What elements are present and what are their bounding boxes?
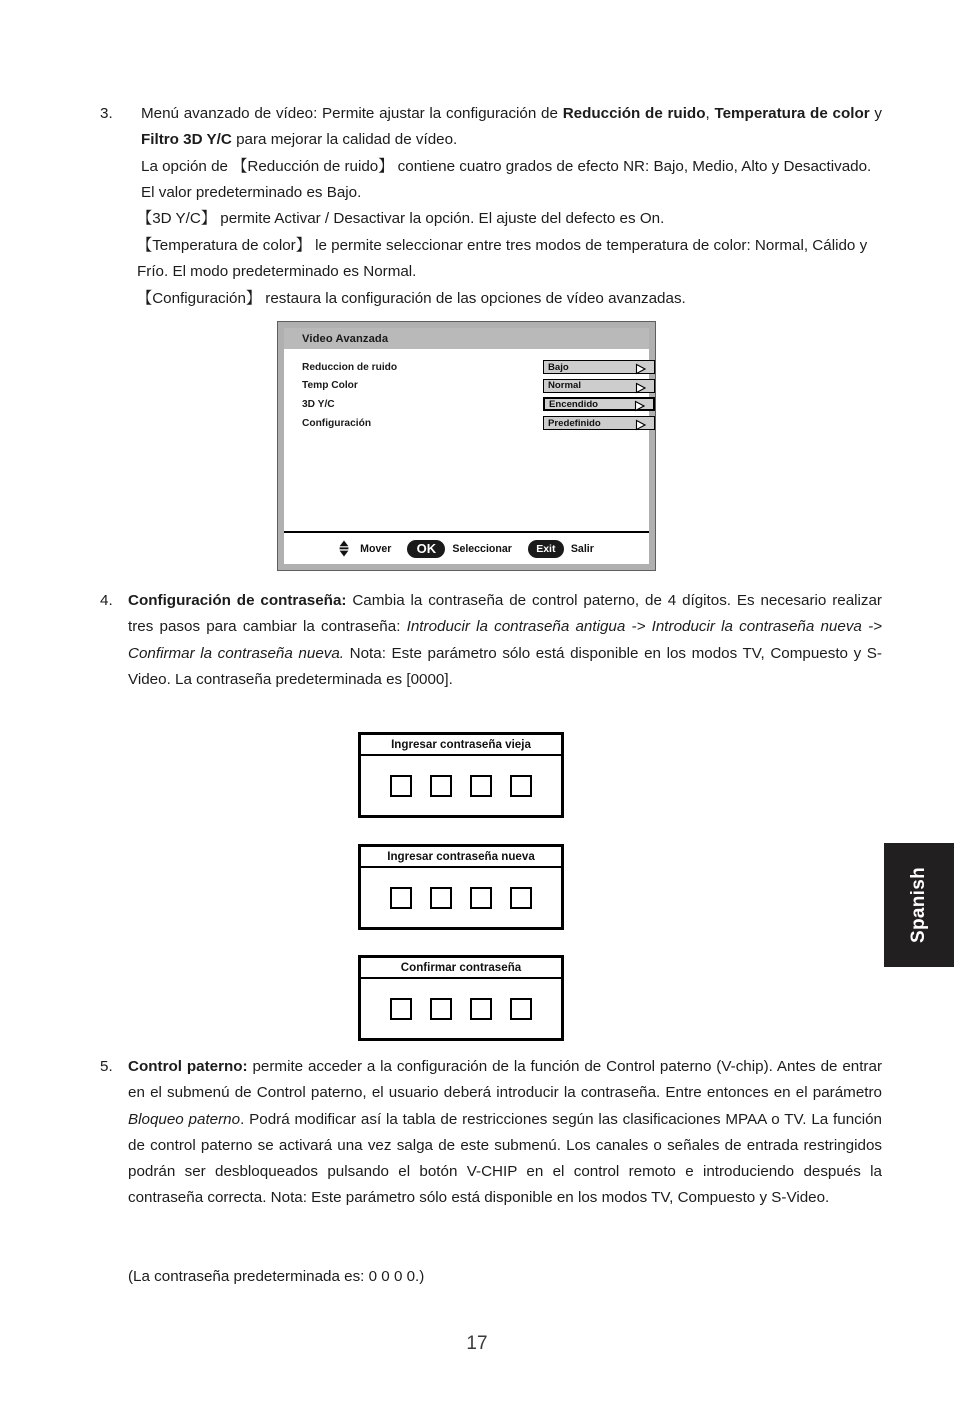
password-digit-cell[interactable] bbox=[510, 887, 532, 909]
paragraph-item-3-line-5: 【Configuración】 restaura la configuración de las opciones de vídeo avanzadas. bbox=[137, 290, 686, 307]
osd-row-label: 3D Y/C bbox=[302, 398, 335, 410]
list-number-3: 3. bbox=[100, 105, 113, 122]
osd-panel bbox=[284, 328, 649, 564]
item5-text-a: permite acceder a la configuración de la función de Control paterno (V-chip). Antes de entrar en el submenú de Control paterno, el usuario deberá introducir la contraseña. Entre entonces en el parámetro bbox=[128, 1058, 882, 1102]
paragraph-item-3-line-2: La opción de 【Reducción de ruido】 contiene cuatro grados de efecto NR: Bajo, Medio, Alto y Desactivado. El valor predeterminado es Bajo. bbox=[141, 158, 872, 202]
item3-sep-2: y bbox=[869, 105, 882, 122]
password-digit-cell[interactable] bbox=[390, 775, 412, 797]
triangle-right-icon bbox=[634, 399, 645, 410]
osd-value-text: Bajo bbox=[548, 361, 569, 373]
page-number: 17 bbox=[466, 1333, 488, 1354]
osd-value-text: Predefinido bbox=[548, 417, 601, 429]
side-tab-language bbox=[884, 843, 954, 967]
paragraph-item-5-last-line: (La contraseña predeterminada es: 0 0 0 0.) bbox=[128, 1268, 425, 1285]
item3-bold-reduccion-de-ruido: Reducción de ruido bbox=[562, 105, 706, 122]
osd-row-reduccion-de-ruido[interactable] bbox=[302, 358, 649, 377]
item3-text-prefix: Menú avanzado de vídeo: Permite ajustar la configuración de bbox=[141, 105, 563, 122]
password-digit-cell[interactable] bbox=[430, 775, 452, 797]
osd-value-box[interactable] bbox=[543, 379, 655, 393]
password-digit-cell[interactable] bbox=[470, 998, 492, 1020]
osd-value-text: Encendido bbox=[549, 398, 599, 410]
side-tab-label: Spanish bbox=[908, 866, 929, 944]
osd-ok-button[interactable]: OK bbox=[407, 540, 445, 558]
item5-text-b: . Podrá modificar así la tabla de restricciones según las clasificaciones MPAA o TV. La función de control paterno se activará una vez salga de este submenú. Los canales o señales de entrada restringidos podrán ser desbloqueados pulsando el botón V-CHIP en el control remoto e introduciendo después la contraseña correcta. Nota: Este parámetro sólo está disponible en los modos TV, Compuesto y S-Video. bbox=[128, 1110, 883, 1207]
osd-row-configuracion[interactable] bbox=[302, 414, 649, 433]
item3-bold-filtro-3d-yc: Filtro 3D Y/C bbox=[141, 131, 232, 149]
osd-value-box-selected[interactable] bbox=[543, 397, 655, 411]
item4-bold-lead: Configuración de contraseña: bbox=[128, 592, 347, 609]
osd-hint-select-label: Seleccionar bbox=[452, 542, 512, 555]
osd-row-label: Temp Color bbox=[302, 380, 358, 392]
password-digit-cells bbox=[361, 979, 561, 1038]
password-digit-cell[interactable] bbox=[510, 998, 532, 1020]
password-box-new bbox=[358, 844, 564, 930]
osd-value-text: Normal bbox=[548, 380, 582, 392]
osd-video-avanzada-dialog bbox=[277, 321, 656, 571]
osd-row-label: Configuración bbox=[302, 417, 372, 429]
list-number-4: 4. bbox=[100, 592, 113, 609]
password-digit-cells bbox=[361, 868, 561, 927]
item4-text-a: Cambia la contraseña de control paterno, de 4 dígitos. Es necesario realizar tres pasos para cambiar la contraseña: bbox=[128, 592, 882, 636]
item5-italic-bloqueo-paterno: Bloqueo paterno bbox=[128, 1110, 241, 1128]
password-digit-cell[interactable] bbox=[390, 998, 412, 1020]
osd-exit-button[interactable]: Exit bbox=[528, 540, 564, 558]
triangle-right-icon bbox=[635, 362, 646, 373]
item3-text-tail: para mejorar la calidad de vídeo. bbox=[231, 131, 458, 149]
osd-title-bar bbox=[284, 328, 649, 349]
item3-sep-1: , bbox=[705, 105, 715, 122]
password-box-confirm bbox=[358, 955, 564, 1041]
osd-row-3d-yc[interactable] bbox=[302, 395, 649, 414]
password-box-title: Confirmar contraseña bbox=[361, 958, 561, 979]
password-box-title: Ingresar contraseña vieja bbox=[361, 735, 561, 756]
osd-title-text: Video Avanzada bbox=[302, 332, 389, 345]
item4-text-b: Nota: Este parámetro sólo está disponible en los modos TV, Compuesto y S-Video. La contraseña predeterminada es [0000]. bbox=[128, 644, 882, 688]
paragraph-item-4 bbox=[128, 588, 882, 693]
password-box-title: Ingresar contraseña nueva bbox=[361, 847, 561, 868]
password-digit-cell[interactable] bbox=[470, 887, 492, 909]
item3-bold-temperatura-de-color: Temperatura de color bbox=[714, 105, 870, 122]
password-digit-cell[interactable] bbox=[470, 775, 492, 797]
password-digit-cells bbox=[361, 756, 561, 815]
item5-bold-lead: Control paterno: bbox=[128, 1058, 248, 1075]
paragraph-item-5 bbox=[128, 1054, 882, 1212]
up-down-arrow-icon bbox=[339, 540, 349, 557]
osd-menu-rows bbox=[284, 349, 649, 432]
password-box-old bbox=[358, 732, 564, 818]
osd-hint-move-label: Mover bbox=[360, 542, 392, 555]
password-digit-cell[interactable] bbox=[390, 887, 412, 909]
osd-hint-exit-label: Salir bbox=[570, 542, 594, 555]
paragraph-item-3-line-1 bbox=[141, 101, 882, 154]
triangle-right-icon bbox=[635, 380, 646, 391]
list-number-5: 5. bbox=[100, 1058, 113, 1075]
triangle-right-icon bbox=[635, 418, 646, 429]
password-digit-cell[interactable] bbox=[430, 887, 452, 909]
osd-value-box[interactable] bbox=[543, 360, 655, 374]
osd-value-box[interactable] bbox=[543, 416, 655, 430]
osd-footer-hints bbox=[284, 531, 649, 564]
item4-italic-steps: Introducir la contraseña antigua -> Introducir la contraseña nueva -> Confirmar la contraseña nueva. bbox=[128, 618, 882, 662]
osd-row-temp-color[interactable] bbox=[302, 377, 649, 396]
password-digit-cell[interactable] bbox=[510, 775, 532, 797]
password-digit-cell[interactable] bbox=[430, 998, 452, 1020]
paragraph-item-3-line-4: 【Temperatura de color】 le permite seleccionar entre tres modos de temperatura de color: Normal, Cálido y Frío. El modo predeterminado es Normal. bbox=[137, 237, 868, 281]
paragraph-item-3-line-3: 【3D Y/C】 permite Activar / Desactivar la opción. El ajuste del defecto es On. bbox=[137, 210, 665, 227]
osd-row-label: Reduccion de ruido bbox=[302, 361, 398, 373]
